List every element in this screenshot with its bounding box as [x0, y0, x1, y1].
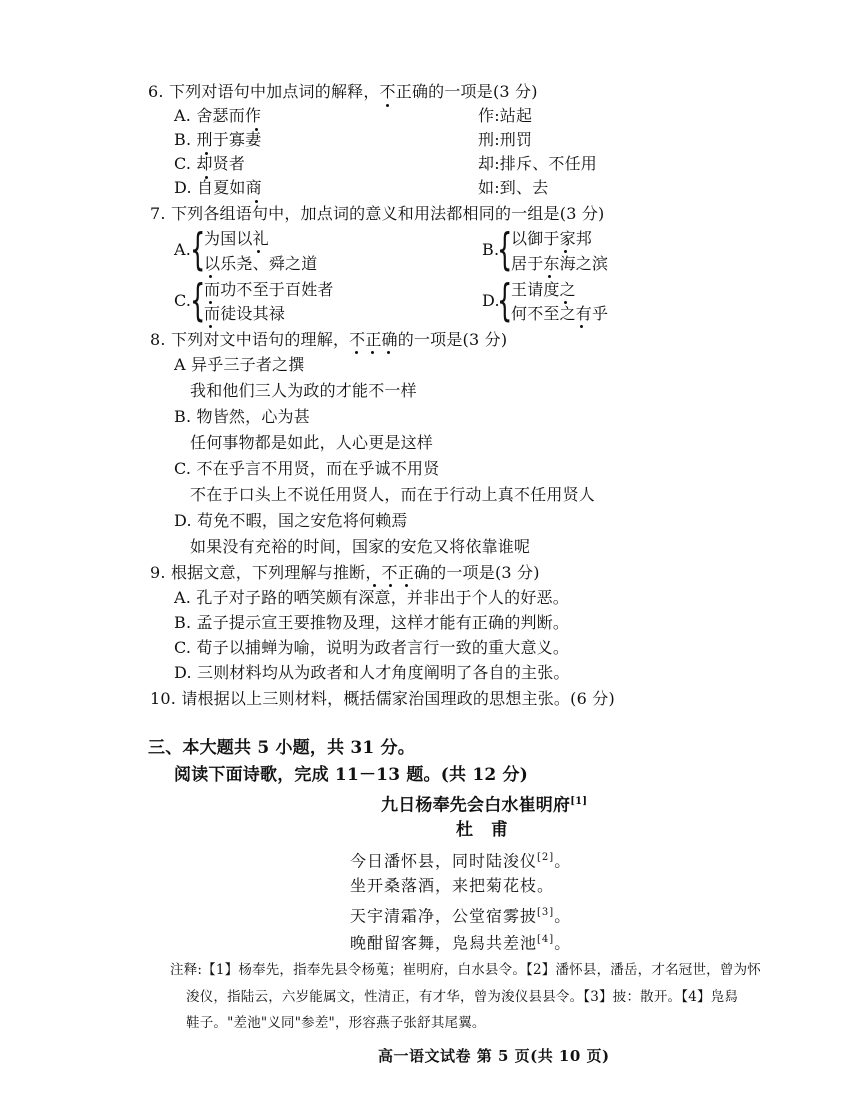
q7-letter-a: A.	[174, 240, 192, 259]
q7-c-line2: 而徒设其禄	[204, 304, 286, 323]
emphasis-dot	[548, 275, 551, 278]
emphasis-dot	[257, 250, 260, 253]
q6-option-b: B. 刑于寡妻	[174, 130, 262, 149]
emphasis-dot	[209, 275, 212, 278]
poem-title-footnote: [1]	[570, 796, 588, 807]
notes-line-1: 注释:【1】杨奉先，指奉先县令杨蒐；崔明府，白水县令。【2】潘怀县，潘岳，才名冠世，曾为怀	[170, 962, 761, 978]
q8-b-meaning: 任何事物都是如此，人心更是这样	[190, 433, 434, 452]
poem-title-text: 九日杨奉先会白水崔明府	[381, 795, 571, 816]
q8-d-sentence: D. 苟免不暇，国之安危将何赖焉	[174, 511, 408, 530]
poem-line-4-end: 。	[554, 933, 572, 953]
poem-line-4-text: 晚酣留客舞，凫舄共差池	[350, 933, 538, 953]
emphasis-dot	[355, 351, 358, 354]
q6-option-d: D. 自夏如商	[174, 178, 262, 197]
q9-option-c: C. 荀子以捕蝉为喻，说明为政者言行一致的重大意义。	[174, 638, 570, 657]
poem-line-1-text: 今日潘怀县，同时陆浚仪	[350, 851, 538, 871]
notes-line-3: 鞋子。"差池"义同"参差"，形容燕子张舒其尾翼。	[186, 1015, 486, 1031]
poem-line-3-text: 天宇清霜净，公堂宿雾披	[350, 906, 538, 926]
q7-c-line1: 而功不至于百姓者	[204, 280, 334, 299]
emphasis-dot	[386, 104, 389, 107]
q7-letter-c: C.	[174, 291, 192, 310]
q9-option-d: D. 三则材料均从为政者和人才角度阐明了各自的主张。	[174, 663, 570, 682]
emphasis-dot	[373, 584, 376, 587]
q7-a-line2: 以乐尧、舜之道	[204, 254, 318, 273]
q8-stem: 8. 下列对文中语句的理解，不正确的一项是(3 分)	[150, 330, 508, 349]
brace-icon: {	[497, 275, 513, 326]
brace-icon: {	[190, 224, 206, 275]
section-heading: 三、本大题共 5 小题，共 31 分。	[148, 738, 415, 758]
q8-a-sentence: A 异乎三子者之撰	[174, 355, 305, 374]
notes-line-2: 浚仪，指陆云，六岁能属文，性清正，有才华，曾为浚仪县县令。【3】披：散开。【4】凫舄	[186, 989, 739, 1005]
poem-line-2	[350, 876, 554, 896]
poem-line-1-end: 。	[554, 851, 572, 871]
q7-d-line1: 王请度之	[511, 280, 576, 299]
emphasis-dot	[564, 250, 567, 253]
q7-letter-b: B.	[482, 240, 500, 259]
poem-title	[381, 792, 587, 816]
emphasis-dot	[405, 584, 408, 587]
poem-line-4	[350, 930, 571, 953]
poem-line-3-footnote: [3]	[537, 907, 555, 918]
q7-stem: 7. 下列各组语句中，加点词的意义和用法都相同的一组是(3 分)	[150, 204, 605, 223]
page-footer: 高一语文试卷 第 5 页(共 10 页)	[378, 1047, 610, 1065]
q7-b-line2: 居于东海之滨	[511, 254, 609, 273]
poem-line-4-footnote: [4]	[537, 934, 555, 945]
emphasis-dot	[371, 351, 374, 354]
q6-gloss-d: 如:到、去	[478, 178, 549, 197]
poem-line-1	[350, 848, 571, 871]
emphasis-dot	[209, 301, 212, 304]
q6-option-c: C. 却贤者	[174, 154, 246, 173]
poem-author: 杜 甫	[456, 820, 514, 840]
emphasis-dot	[389, 584, 392, 587]
q8-c-meaning: 不在于口头上不说任用贤人，而在于行动上真不任用贤人	[190, 485, 596, 504]
q9-stem: 9. 根据文意，下列理解与推断，不正确的一项是(3 分)	[150, 563, 540, 582]
emphasis-dot	[209, 325, 212, 328]
q7-d-line2: 何不至之有乎	[511, 304, 609, 323]
q8-d-meaning: 如果没有充裕的时间，国家的安危又将依靠谁呢	[190, 537, 531, 556]
q6-option-a: A. 舍瑟而作	[174, 106, 262, 125]
q8-c-sentence: C. 不在乎言不用贤，而在乎诚不用贤	[174, 459, 440, 478]
q6-gloss-b: 刑:刑罚	[478, 130, 533, 149]
emphasis-dot	[387, 351, 390, 354]
q6-stem: 6. 下列对语句中加点词的解释，不正确的一项是(3 分)	[148, 82, 538, 101]
q9-option-b: B. 孟子提示宣王要推物及理，这样才能有正确的判断。	[174, 613, 570, 632]
poem-line-1-footnote: [2]	[537, 852, 555, 863]
q7-letter-d: D.	[482, 291, 500, 310]
q7-b-line1: 以御于家邦	[511, 229, 593, 248]
q10-stem: 10. 请根据以上三则材料，概括儒家治国理政的思想主张。(6 分)	[150, 689, 615, 708]
q8-b-sentence: B. 物皆然，心为甚	[174, 407, 310, 426]
poem-line-3	[350, 903, 571, 926]
q7-a-line1: 为国以礼	[204, 229, 269, 248]
brace-icon: {	[497, 224, 513, 275]
brace-icon: {	[190, 275, 206, 326]
poem-line-3-end: 。	[554, 906, 572, 926]
q9-option-a: A. 孔子对子路的哂笑颇有深意，并非出于个人的好恶。	[174, 588, 569, 607]
emphasis-dot	[564, 301, 567, 304]
q6-gloss-a: 作:站起	[478, 106, 533, 125]
poem-line-2-text: 坐开桑落酒，来把菊花枝。	[350, 876, 555, 895]
emphasis-dot	[255, 200, 258, 203]
q8-a-meaning: 我和他们三人为政的才能不一样	[190, 381, 417, 400]
section-intro: 阅读下面诗歌，完成 11－13 题。(共 12 分)	[174, 765, 528, 785]
q6-gloss-c: 却:排斥、不任用	[478, 154, 597, 173]
emphasis-dot	[580, 325, 583, 328]
